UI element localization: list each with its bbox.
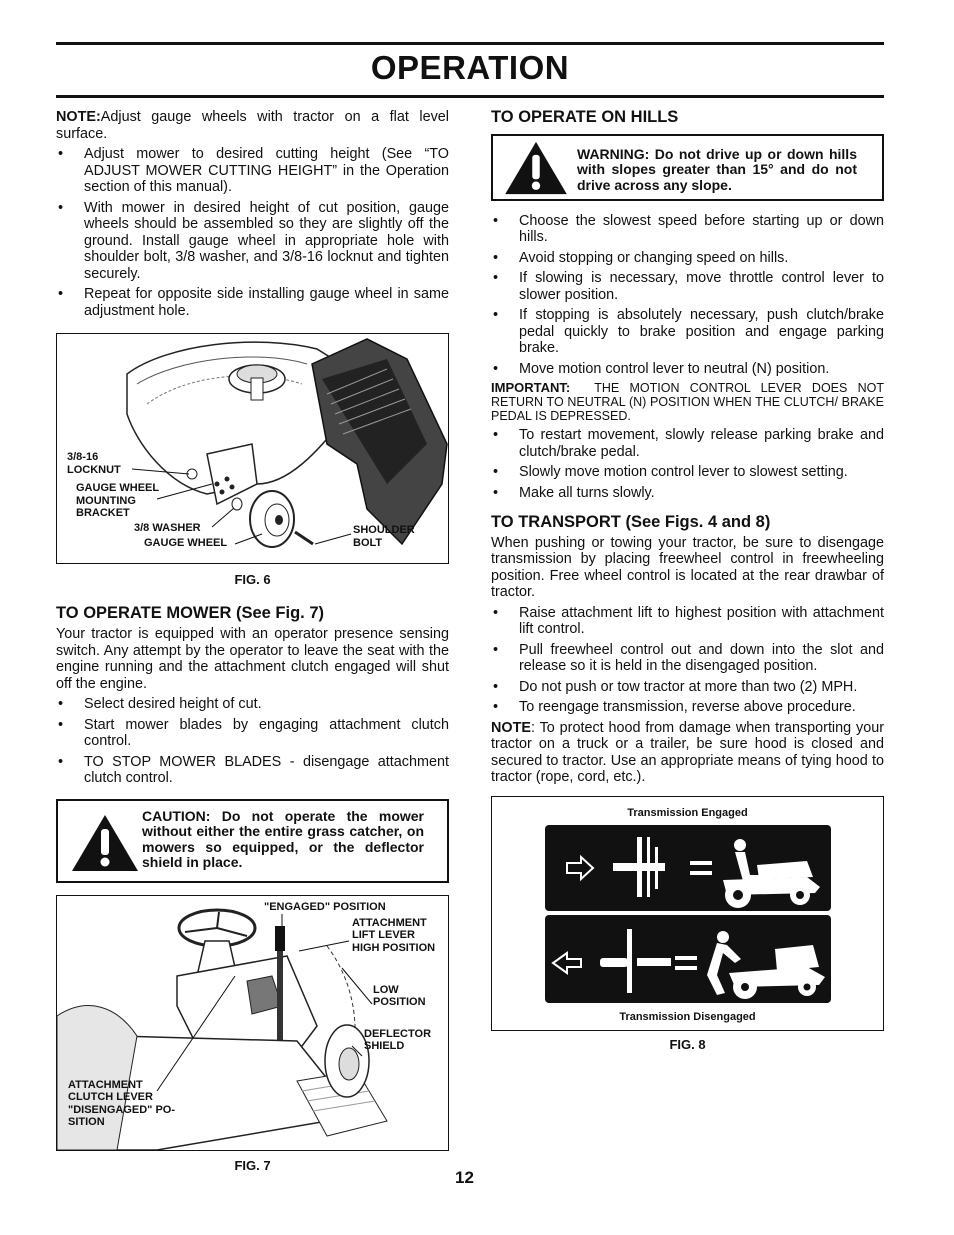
note-text: Adjust gauge wheels with tractor on a flat level surface. [56, 109, 449, 142]
warning-text: WARNING: Do not drive up or down hills with slopes greater than 15° and do not drive across any slope. [577, 145, 857, 193]
transmission-diagram [545, 825, 831, 1003]
label-gauge-wheel: GAUGE WHEEL [144, 537, 228, 549]
list-item: • TO STOP MOWER BLADES - disengage attachment clutch control. [56, 754, 449, 787]
list-item: • If slowing is necessary, move throttle control lever to slower position. [491, 270, 884, 303]
list-item: • Repeat for opposite side installing gauge wheel in same adjustment hole. [56, 286, 449, 319]
warning-triangle-icon [503, 140, 569, 196]
figure-7 [56, 895, 449, 1151]
mower-heading: TO OPERATE MOWER (See Fig. 7) [56, 603, 324, 622]
mower-steps [56, 696, 449, 787]
important-text: THE MOTION CONTROL LEVER DOES NOT RETURN TO NEUTRAL (N) POSITION WHEN THE CLUTCH/ BRAKE PEDAL IS DEPRESSED. [491, 381, 884, 423]
label-deflector-shield: DEFLECTOR SHIELD [364, 1027, 432, 1052]
label-locknut: 3/8-16 LOCKNUT [67, 451, 121, 476]
note-label: NOTE [491, 719, 531, 736]
important-label: IMPORTANT: [491, 380, 571, 395]
label-shoulder-bolt: SHOULDER BOLT [353, 524, 415, 549]
caution-text: CAUTION: Do not operate the mower without either the entire grass catcher, on mowers so equipped, or the deflector shield in place. [142, 807, 424, 870]
gauge-wheel-steps [56, 146, 449, 319]
figure-8-caption: FIG. 8 [669, 1036, 706, 1052]
list-item: • Choose the slowest speed before starting up or down hills. [491, 213, 884, 246]
label-washer: 3/8 WASHER [134, 522, 201, 534]
note-paragraph [56, 109, 449, 142]
warning-box [491, 134, 884, 201]
restart-steps [491, 427, 884, 501]
list-item: • Start mower blades by engaging attachment clutch control. [56, 717, 449, 750]
figure-6-caption: FIG. 6 [234, 572, 271, 587]
note-text: : To protect hood from damage when transporting your tractor on a truck or a trailer, be sure hood is closed and secured to tractor. Use an appropriate means of tying hood to tractor (rope, cord, etc.). [491, 719, 884, 785]
list-item: • If stopping is absolutely necessary, push clutch/brake pedal quickly to brake position and engage parking brake. [491, 307, 884, 357]
label-transmission-disengaged: Transmission Disengaged [619, 1010, 756, 1023]
hood-note [491, 720, 884, 786]
important-note [491, 381, 884, 423]
list-item: • Make all turns slowly. [491, 485, 884, 502]
label-lift-lever: ATTACHMENT LIFT LEVER HIGH POSITION [352, 916, 436, 954]
hills-heading: TO OPERATE ON HILLS [491, 108, 679, 126]
header-rule-top [56, 42, 884, 45]
label-low-position: LOW POSITION [373, 983, 426, 1008]
list-item: • Avoid stopping or changing speed on hills. [491, 250, 884, 267]
figure-8 [491, 796, 884, 1031]
left-column [56, 109, 449, 1174]
list-item: • With mower in desired height of cut position, gauge wheels should be assembled so they are slightly off the ground. Install gauge wheel in appropriate hole with shoulder bolt, 3/8 washer, and 3/8-16 locknut and tighten securely. [56, 200, 449, 283]
transport-paragraph: When pushing or towing your tractor, be sure to disengage transmission by placing freewheel control in freewheeling position. Free wheel control is located at the rear drawbar of tractor. [491, 534, 884, 600]
label-mounting-bracket: GAUGE WHEEL MOUNTING BRACKET [76, 482, 160, 519]
warning-triangle-icon [70, 813, 140, 873]
list-item: • Select desired height of cut. [56, 696, 449, 713]
caution-box [56, 799, 449, 883]
label-clutch-lever: ATTACHMENT CLUTCH LEVER "DISENGAGED" PO- SITION [68, 1078, 175, 1128]
list-item: • To reengage transmission, reverse above procedure. [491, 699, 884, 716]
note-label: NOTE: [56, 109, 101, 125]
right-column [491, 109, 884, 1053]
page-number: 12 [455, 1168, 474, 1187]
figure-7-caption: FIG. 7 [234, 1157, 271, 1173]
mower-paragraph: Your tractor is equipped with an operator presence sensing switch. Any attempt by the operator to leave the seat with the engine running and the attachment clutch engaged will shut off the engine. [56, 626, 449, 692]
list-item: • Pull freewheel control out and down into the slot and release so it is held in the disengaged position. [491, 642, 884, 675]
list-item: • Raise attachment lift to highest position with attachment lift control. [491, 605, 884, 638]
figure-6 [56, 333, 449, 564]
transport-steps [491, 605, 884, 716]
list-item: • Move motion control lever to neutral (N) position. [491, 361, 884, 378]
list-item: • To restart movement, slowly release parking brake and clutch/brake pedal. [491, 427, 884, 460]
transport-heading: TO TRANSPORT (See Figs. 4 and 8) [491, 513, 771, 531]
label-engaged-position: "ENGAGED" POSITION [264, 900, 386, 913]
list-item: • Do not push or tow tractor at more than two (2) MPH. [491, 679, 884, 696]
page-title: OPERATION [370, 49, 570, 86]
list-item: • Adjust mower to desired cutting height (See “TO ADJUST MOWER CUTTING HEIGHT” in the Operation section of this manual). [56, 146, 449, 196]
hill-steps [491, 213, 884, 378]
list-item: • Slowly move motion control lever to slowest setting. [491, 464, 884, 481]
header-rule-bottom [56, 95, 884, 98]
label-transmission-engaged: Transmission Engaged [627, 806, 748, 819]
